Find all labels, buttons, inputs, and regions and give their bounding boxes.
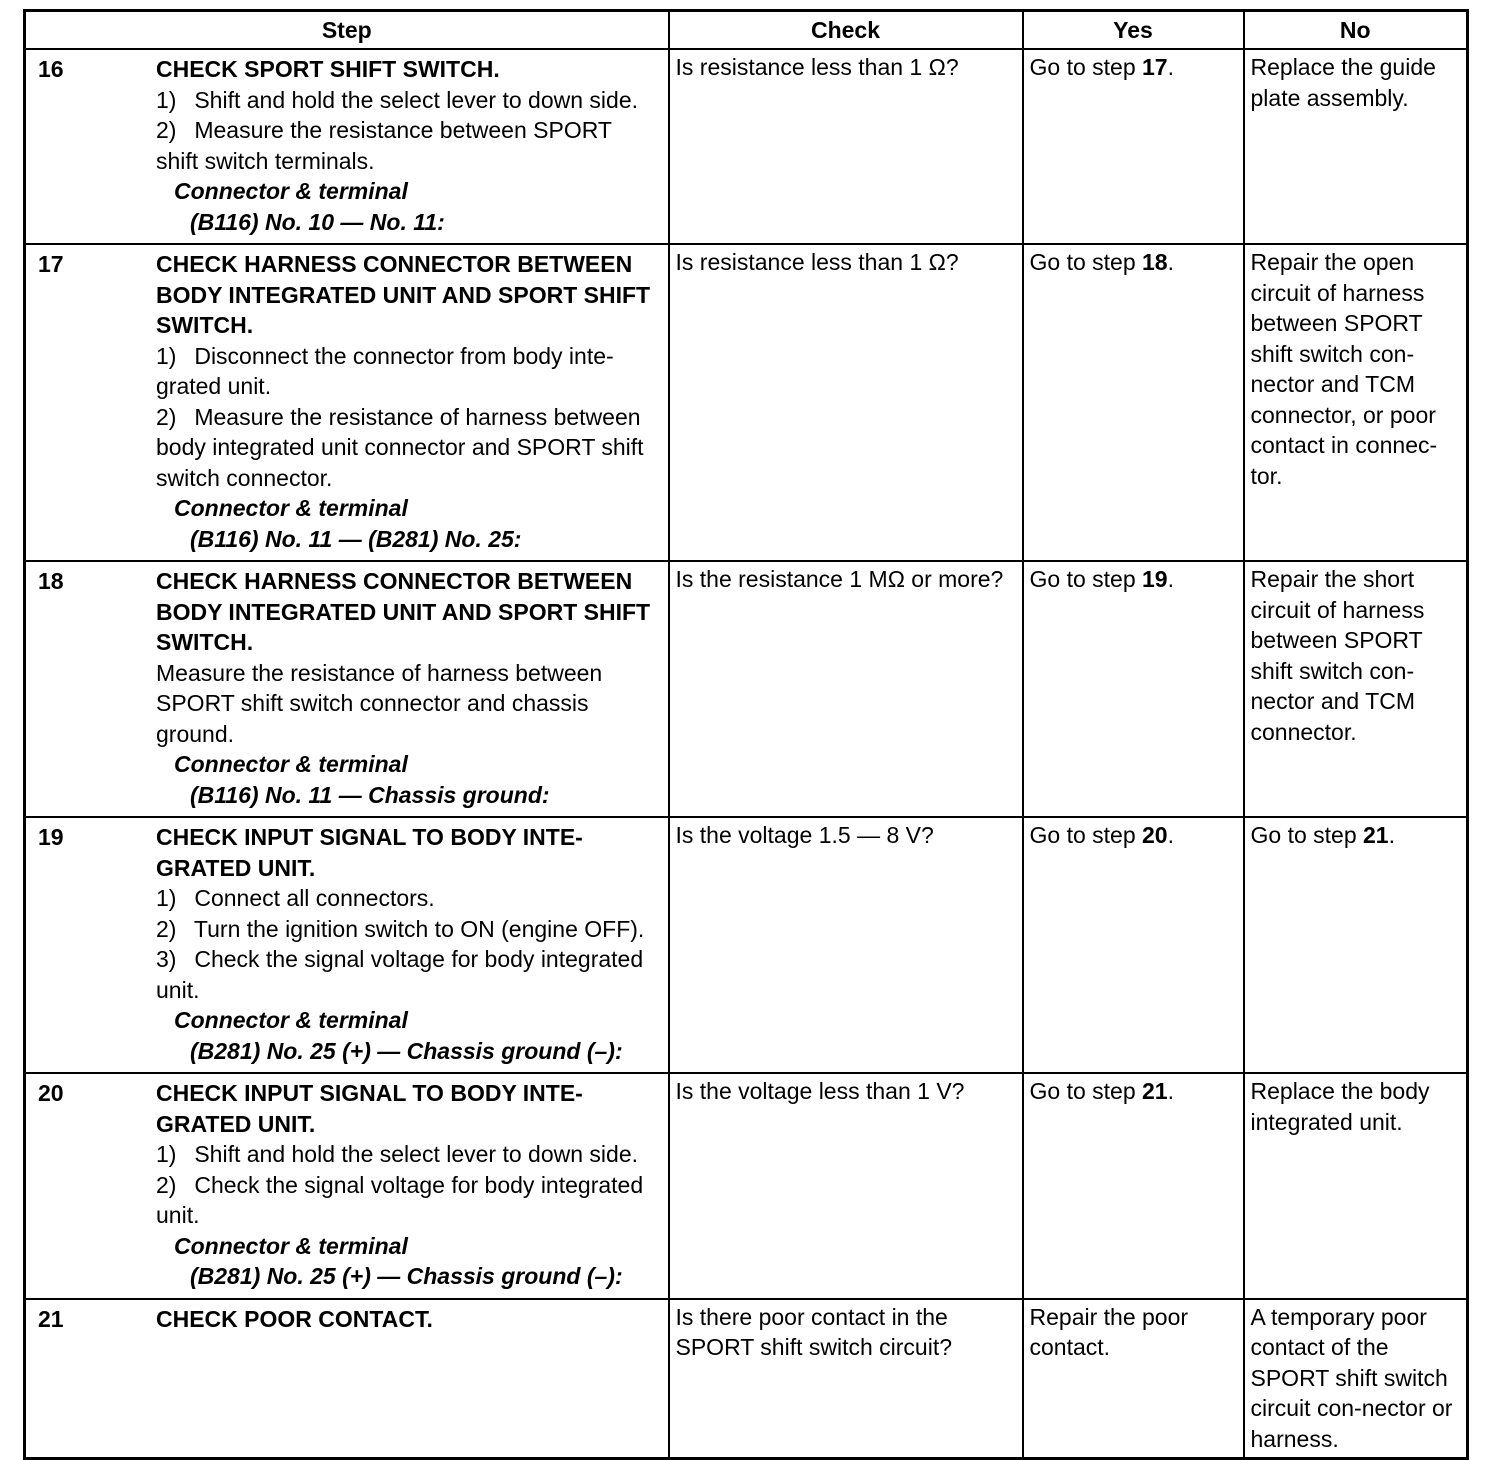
step-title: CHECK HARNESS CONNECTOR BETWEEN BODY INTEGRATED UNIT AND SPORT SHIFT SWITCH. bbox=[156, 251, 651, 338]
step-instruction: 1) Shift and hold the select lever to down side. bbox=[156, 1141, 639, 1167]
step-number: 18 bbox=[38, 568, 64, 594]
step-title: CHECK INPUT SIGNAL TO BODY INTE-GRATED UNIT. bbox=[156, 1080, 583, 1137]
step-instruction: 2) Check the signal voltage for body integrated unit. bbox=[156, 1171, 644, 1228]
yes-end: . bbox=[1167, 249, 1174, 275]
no-cell: A temporary poor contact of the SPORT shift switch circuit con-nector or harness. bbox=[1244, 1299, 1468, 1459]
table-row bbox=[25, 561, 1468, 817]
step-title: CHECK HARNESS CONNECTOR BETWEEN BODY INTEGRATED UNIT AND SPORT SHIFT SWITCH. bbox=[156, 568, 651, 655]
yes-end: . bbox=[1167, 1078, 1174, 1104]
step-number: 21 bbox=[38, 1305, 64, 1332]
connector-value: (B116) No. 11 — Chassis ground: bbox=[190, 781, 550, 808]
step-cell bbox=[25, 817, 669, 1073]
step-title: CHECK SPORT SHIFT SWITCH. bbox=[156, 56, 500, 82]
step-cell bbox=[25, 1073, 669, 1299]
step-instruction: 2) Measure the resistance between SPORT shift switch terminals. bbox=[156, 117, 612, 174]
yes-text: Go to step bbox=[1029, 54, 1143, 80]
step-cell bbox=[25, 1299, 669, 1459]
no-cell: Repair the open circuit of harness between SPORT shift switch con-nector and TCM connector, or poor contact in connec-tor. bbox=[1244, 244, 1468, 561]
no-text: Go to step bbox=[1250, 822, 1364, 848]
connector-value: (B281) No. 25 (+) — Chassis ground (–): bbox=[190, 1263, 623, 1289]
no-cell: Replace the body integrated unit. bbox=[1244, 1073, 1468, 1299]
step-instruction: 1) Shift and hold the select lever to down side. bbox=[156, 86, 639, 113]
connector-label: Connector & terminal bbox=[174, 1232, 408, 1259]
yes-end: . bbox=[1167, 54, 1174, 80]
header-row bbox=[25, 11, 1468, 50]
connector-label: Connector & terminal bbox=[174, 495, 408, 521]
connector-label: Connector & terminal bbox=[174, 178, 408, 204]
yes-end: . bbox=[1167, 566, 1174, 592]
yes-text: Go to step bbox=[1029, 566, 1143, 592]
check-cell: Is there poor contact in the SPORT shift switch circuit? bbox=[669, 1299, 1023, 1459]
yes-step-ref: 20 bbox=[1142, 822, 1168, 848]
yes-text: Go to step bbox=[1029, 249, 1143, 275]
yes-step-ref: 17 bbox=[1142, 54, 1168, 80]
check-cell: Is resistance less than 1 Ω? bbox=[669, 244, 1023, 561]
diagnostic-table bbox=[23, 9, 1469, 1460]
step-instruction: 1) Connect all connectors. bbox=[156, 885, 435, 911]
connector-value: (B116) No. 11 — (B281) No. 25: bbox=[190, 525, 522, 552]
yes-cell bbox=[1023, 49, 1244, 244]
no-step-ref: 21 bbox=[1363, 822, 1389, 848]
step-title: CHECK POOR CONTACT. bbox=[156, 1305, 433, 1332]
yes-text: Go to step bbox=[1029, 1078, 1143, 1104]
step-instruction: Measure the resistance of harness between SPORT shift switch connector and chassis ground. bbox=[156, 659, 603, 747]
connector-value: (B116) No. 10 — No. 11: bbox=[190, 208, 445, 235]
no-cell bbox=[1244, 817, 1468, 1073]
no-end: . bbox=[1388, 822, 1395, 848]
yes-text: Go to step bbox=[1029, 822, 1143, 848]
header-yes: Yes bbox=[1023, 11, 1244, 50]
yes-cell: Repair the poor contact. bbox=[1023, 1299, 1244, 1459]
step-number: 16 bbox=[38, 56, 64, 82]
check-cell: Is the voltage 1.5 — 8 V? bbox=[669, 817, 1023, 1073]
yes-cell bbox=[1023, 244, 1244, 561]
connector-label: Connector & terminal bbox=[174, 751, 408, 777]
header-no: No bbox=[1244, 11, 1468, 50]
table-row bbox=[25, 244, 1468, 561]
connector-value: (B281) No. 25 (+) — Chassis ground (–): bbox=[190, 1037, 623, 1064]
check-cell: Is resistance less than 1 Ω? bbox=[669, 49, 1023, 244]
step-title: CHECK INPUT SIGNAL TO BODY INTE-GRATED UNIT. bbox=[156, 824, 583, 881]
table-row bbox=[25, 1073, 1468, 1299]
step-instruction: 1) Disconnect the connector from body inte-grated unit. bbox=[156, 342, 614, 399]
table-row bbox=[25, 817, 1468, 1073]
step-cell bbox=[25, 561, 669, 817]
table-row bbox=[25, 1299, 1468, 1459]
step-number: 19 bbox=[38, 824, 64, 850]
yes-cell bbox=[1023, 1073, 1244, 1299]
table-row bbox=[25, 49, 1468, 244]
header-check: Check bbox=[669, 11, 1023, 50]
connector-label: Connector & terminal bbox=[174, 1007, 408, 1033]
yes-cell bbox=[1023, 817, 1244, 1073]
step-number: 20 bbox=[38, 1080, 64, 1106]
step-instruction: 2) Turn the ignition switch to ON (engine OFF). bbox=[156, 915, 645, 942]
yes-step-ref: 19 bbox=[1142, 566, 1168, 592]
yes-step-ref: 21 bbox=[1142, 1078, 1168, 1104]
header-step: Step bbox=[25, 11, 669, 50]
step-instruction: 2) Measure the resistance of harness between body integrated unit connector and SPORT shift switch connector. bbox=[156, 403, 644, 491]
step-instruction: 3) Check the signal voltage for body integrated unit. bbox=[156, 946, 644, 1003]
step-cell bbox=[25, 49, 669, 244]
yes-cell bbox=[1023, 561, 1244, 817]
step-number: 17 bbox=[38, 251, 64, 277]
step-cell bbox=[25, 244, 669, 561]
yes-step-ref: 18 bbox=[1142, 249, 1168, 275]
yes-end: . bbox=[1167, 822, 1174, 848]
check-cell: Is the voltage less than 1 V? bbox=[669, 1073, 1023, 1299]
no-cell: Repair the short circuit of harness between SPORT shift switch con-nector and TCM connector. bbox=[1244, 561, 1468, 817]
check-cell: Is the resistance 1 MΩ or more? bbox=[669, 561, 1023, 817]
no-cell: Replace the guide plate assembly. bbox=[1244, 49, 1468, 244]
